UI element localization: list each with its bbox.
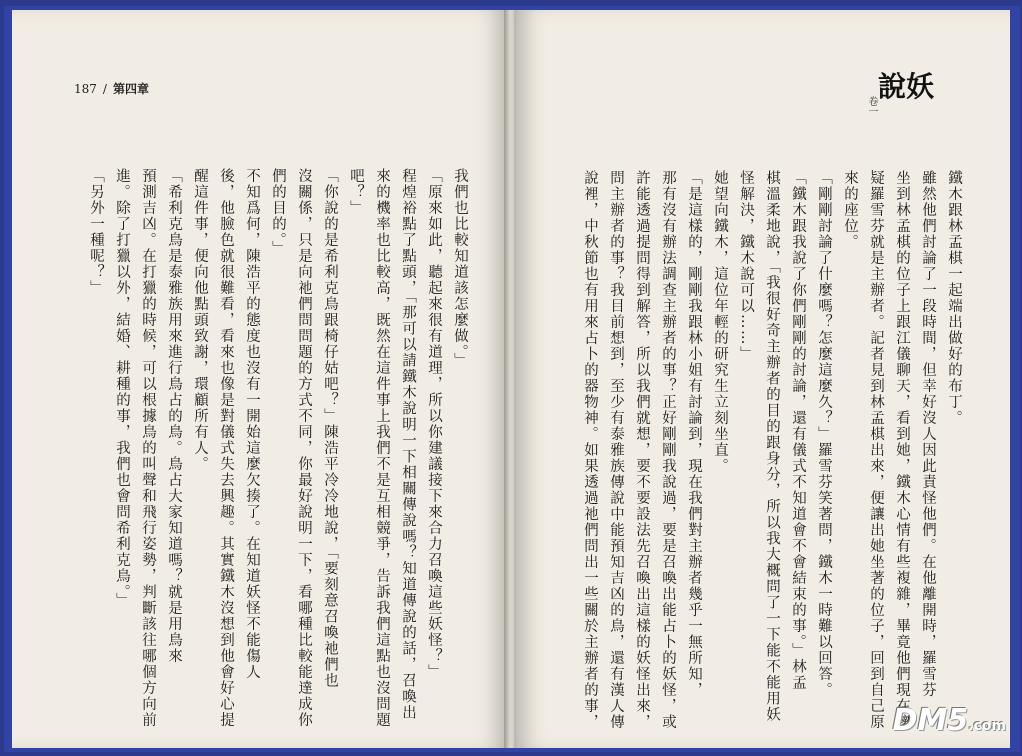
text-column: 來的座位。 <box>842 170 858 250</box>
text-column: 那有沒有辦法調查主辦者的事？正好剛剛我說過，要是召喚出能占卜的妖怪，或 <box>660 170 676 730</box>
text-column: 「是這樣的，剛剛我跟林小姐有討論到，現在我們對主辦者幾乎一無所知， <box>686 170 702 698</box>
page-header <box>74 80 149 97</box>
text-column: 坐到林孟棋的位子上跟江儀聊天，看到她，鐵木心情有些複雜，畢竟他們現在懷 <box>894 170 910 730</box>
logo-title: 說妖 <box>878 70 935 103</box>
text-column: 棋溫柔地說，「我很好奇主辦者的目的跟身分，所以我大概問了一下能不能用妖 <box>764 170 780 723</box>
chapter-title: 第四章 <box>112 82 149 96</box>
text-column: 後，他臉色就很難看，看來也像是對儀式失去興趣。其實鐵木沒想到他會好心提 <box>218 168 234 728</box>
text-column: 「希利克鳥是泰雅族用來進行鳥占的鳥。鳥占大家知道嗎？就是用鳥來 <box>166 168 182 664</box>
text-column: 疑羅雪芬就是主辦者。記者見到林孟棋出來，便讓出她坐著的位子，回到自己原 <box>868 170 884 730</box>
volume-label: 卷一 <box>866 96 877 116</box>
book-spread <box>4 6 1020 752</box>
text-column: 我們也比較知道該怎麼做。」 <box>452 168 468 369</box>
text-column: 問主辦者的事？我目前想到，至少有泰雅族傳說中能預知吉凶的鳥，還有漢人傳 <box>608 170 624 730</box>
text-column: 怪解決，鐵木說可以……」 <box>738 170 754 362</box>
left-text-columns <box>78 168 468 728</box>
text-column: 「原來如此，聽起來很有道理，所以你建議接下來合力召喚這些妖怪？」 <box>426 168 442 680</box>
left-page <box>12 10 506 748</box>
text-column: 「鐵木跟我說了你們剛剛的討論，還有儀式不知道會不會結束的事。」林孟 <box>790 170 806 691</box>
text-column: 「你說的是希利克鳥跟椅仔姑吧？」陳浩平冷冷地說，「要刻意召喚祂們也 <box>322 168 338 689</box>
text-column: 醒這件事，便向他點頭致謝，環顧所有人。 <box>192 168 208 472</box>
text-column: 她望向鐵木，這位年輕的研究生立刻坐直。 <box>712 170 728 474</box>
site-watermark-logo <box>893 703 1006 738</box>
text-column: 進。除了打獵以外，結婚、耕種的事，我們也會問希利克鳥。」 <box>114 168 130 609</box>
site-logo-name: DM5 <box>892 703 969 738</box>
page-number: 187 <box>74 81 97 96</box>
text-column: 雖然他們討論了一段時間，但幸好沒人因此責怪他們。在他離開時，羅雪芬 <box>920 170 936 698</box>
text-column: 們的目的。」 <box>270 168 286 257</box>
text-column: 許能透過提問得到解答，所以我們就想，要不要設法先召喚出這樣的妖怪出來， <box>634 170 650 730</box>
text-column: 不知爲何，陳浩平的態度也沒有一開始這麼欠揍了。在知道妖怪不能傷人 <box>244 168 260 680</box>
text-column: 沒關係，只是向祂們問問題的方式不同，你最好說明一下，看哪種比較能達成你 <box>296 168 312 728</box>
header-separator: / <box>102 81 107 96</box>
text-column: 程煌裕點了點頭，「那可以請鐵木說明一下相關傳說嗎？知道傳說的話，召喚出 <box>400 168 416 721</box>
text-column: 「另外一種呢？」 <box>88 168 104 296</box>
site-logo-suffix: .com <box>968 718 1006 734</box>
text-column: 「剛剛討論了什麼嗎？怎麼這麼久？」羅雪芬笑著問，鐵木一時難以回答。 <box>816 170 832 698</box>
text-column: 吧？」 <box>348 168 364 216</box>
text-column: 預測吉凶。在打獵的時候，可以根據鳥的叫聲和飛行姿勢，判斷該往哪個方向前 <box>140 168 156 728</box>
text-column: 鐵木跟林孟棋一起端出做好的布丁。 <box>946 170 962 426</box>
book-logo <box>866 70 948 142</box>
text-column: 說裡，中秋節也有用來占卜的器物神。如果透過祂們問出一些關於主辦者的事， <box>582 170 598 730</box>
right-page <box>516 10 1010 748</box>
text-column: 來的機率也比較高，既然在這件事上我們不是互相競爭，告訴我們這點也沒問題 <box>374 168 390 728</box>
